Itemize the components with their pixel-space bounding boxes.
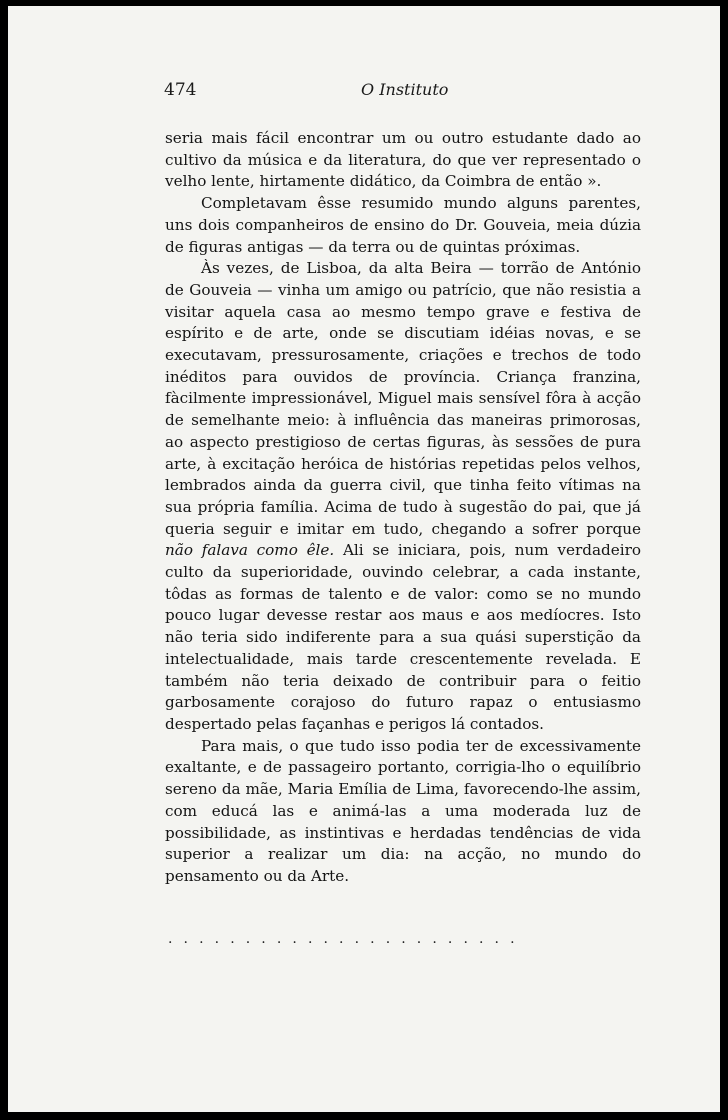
page-number: 474	[164, 80, 197, 100]
journal-title: O Instituto	[361, 80, 449, 99]
book-page	[8, 6, 720, 1112]
paragraph-1: seria mais fácil encontrar um ou outro estudante dado ao cultivo da música e da literatura, do que ver representado o velho lente, hirtamente didático, da Coimbra de então ».	[165, 129, 641, 191]
paragraph-3	[165, 258, 641, 735]
paragraph-3-text-before: Às vezes, de Lisboa, da alta Beira — torrão de António de Gouveia — vinha um amigo ou patrício, que não resistia a visitar aquela casa ao mesmo tempo grave e festiva de espírito e de arte, onde se discutiam idéias novas, e se executavam, pressurosamente, criações e trechos de todo inéditos para ouvidos de província. Criança franzina, fàcilmente impressionável, Miguel mais sensível fôra à acção de semelhante meio: à influência das maneiras primorosas, ao aspecto prestigioso de certas figuras, às sessões de pura arte, à excitação heróica de histórias repetidas pelos velhos, lembrados ainda da guerra civil, que tinha feito vítimas na sua própria família. Acima de tudo à sugestão do pai, que já queria seguir e imitar em tudo, chegando a sofrer porque	[165, 259, 641, 538]
running-head	[164, 80, 574, 104]
paragraph-2: Completavam êsse resumido mundo alguns parentes, uns dois companheiros de ensino do Dr. Gouveia, meia dúzia de figuras antigas — da terra ou de quintas próximas.	[165, 194, 641, 256]
paragraph-3-italic-phrase: não falava como êle.	[165, 541, 335, 560]
body-text	[165, 128, 641, 888]
paragraph-4: Para mais, o que tudo isso podia ter de excessivamente exaltante, e de passageiro portanto, corrigia-lho o equilíbrio sereno da mãe, Maria Emília de Lima, favorecendo-lhe assim, com educá las e animá-las a uma moderada luz de possibilidade, as instintivas e herdadas tendências de vida superior a realizar um dia: na acção, no mundo do pensamento ou da Arte.	[165, 736, 641, 885]
dot-leader: .......................	[168, 931, 526, 947]
paragraph-3-text-after: Ali se iniciara, pois, num verdadeiro culto da superioridade, ouvindo celebrar, a cada instante, tôdas as formas de talento e de valor: como se no mundo pouco lugar devesse restar aos maus e aos medíocres. Isto não teria sido indiferente para a sua quási superstição da intelectualidade, mais tarde crescentemente revelada. E também não teria deixado de contribuir para o feitio garbosamente corajoso do futuro rapaz o entusiasmo despertado pelas façanhas e perigos lá contados.	[165, 541, 642, 733]
